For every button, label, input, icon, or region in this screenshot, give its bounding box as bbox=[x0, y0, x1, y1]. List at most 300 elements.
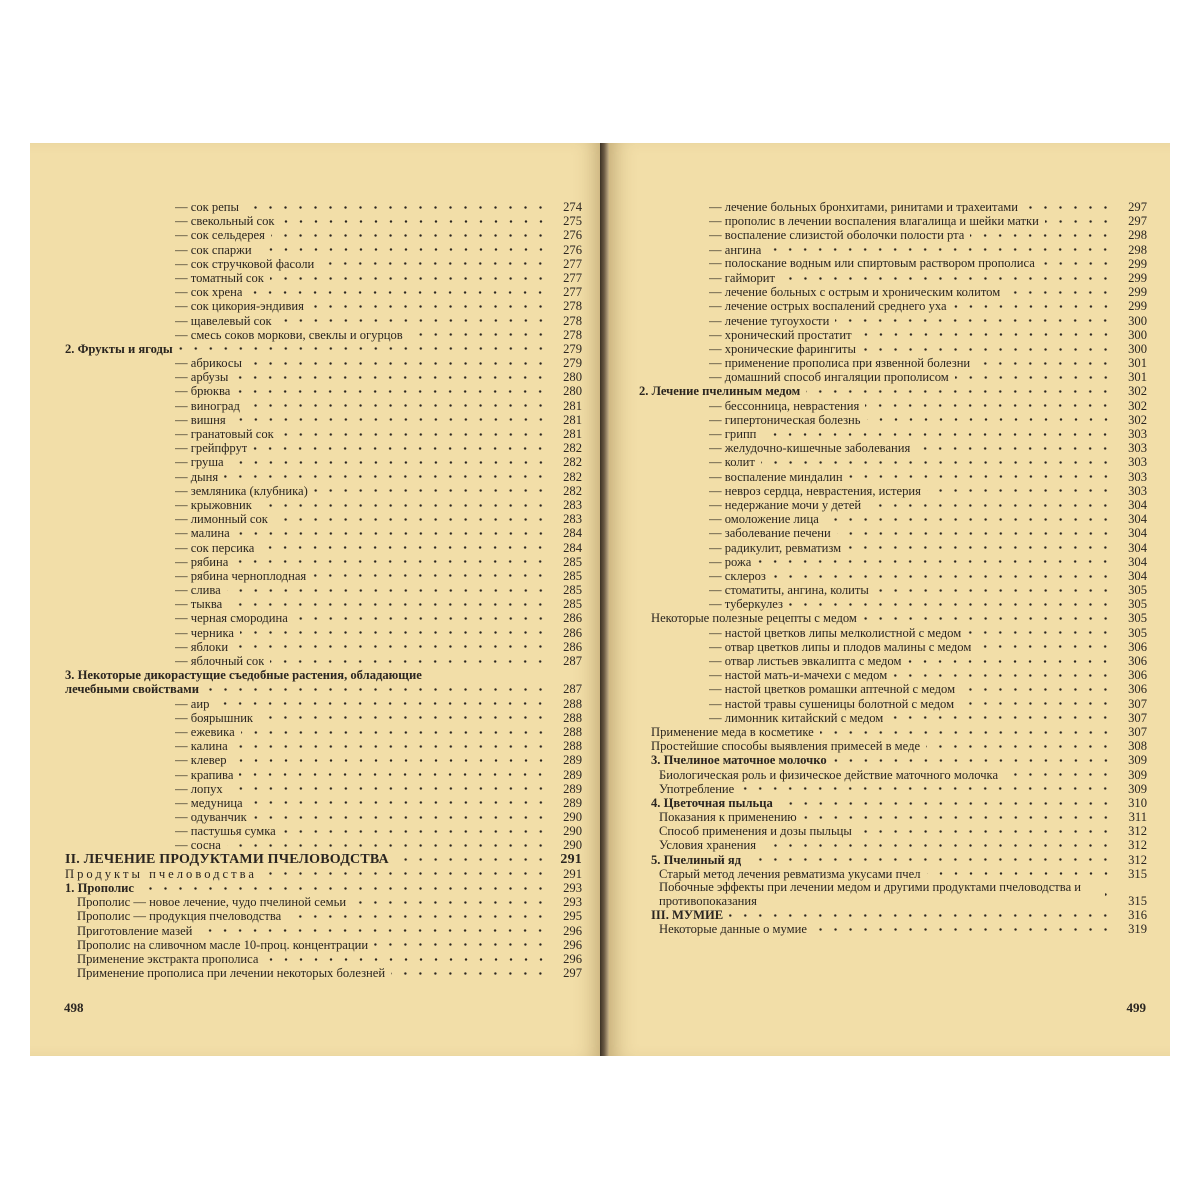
toc-entry bbox=[639, 498, 1147, 512]
toc-leader-dots bbox=[215, 702, 548, 705]
toc-page-number: 301 bbox=[1128, 370, 1147, 385]
left-page-number: 498 bbox=[64, 1000, 84, 1015]
toc-entry-title: — калина bbox=[175, 739, 228, 754]
toc-leader-dots bbox=[140, 887, 548, 890]
toc-entry-title: Прополис — новое лечение, чудо пчелиной семьи bbox=[77, 895, 347, 910]
toc-page-number: 306 bbox=[1128, 654, 1147, 669]
toc-leader-dots bbox=[280, 433, 548, 436]
toc-entry bbox=[65, 285, 582, 299]
toc-page-number: 289 bbox=[563, 795, 582, 810]
toc-entry-title: — слива bbox=[175, 583, 221, 598]
toc-page-number: 309 bbox=[1128, 781, 1147, 796]
toc-leader-dots bbox=[314, 489, 548, 492]
toc-leader-dots bbox=[813, 928, 1113, 931]
toc-entry bbox=[65, 952, 582, 966]
toc-entry-title: Некоторые данные о мумие bbox=[659, 922, 807, 937]
toc-entry bbox=[65, 427, 582, 441]
toc-page-number: 297 bbox=[1128, 214, 1147, 229]
toc-page-number: 283 bbox=[563, 497, 582, 512]
toc-entry-title: — щавелевый сок bbox=[175, 313, 272, 328]
toc-leader-dots bbox=[833, 759, 1113, 762]
toc-page-number: 282 bbox=[563, 483, 582, 498]
toc-page-number: 304 bbox=[1128, 497, 1147, 512]
toc-page-number: 303 bbox=[1128, 469, 1147, 484]
toc-entry bbox=[639, 597, 1147, 611]
toc-entry bbox=[639, 697, 1147, 711]
toc-leader-dots bbox=[205, 688, 548, 691]
toc-entry-title: — лечение больных бронхитами, ринитами и трахеитами bbox=[709, 200, 1019, 214]
toc-entry-title: Некоторые полезные рецепты с медом bbox=[651, 611, 857, 626]
toc-page-number: 295 bbox=[563, 909, 582, 924]
toc-entry bbox=[639, 867, 1147, 881]
toc-leader-dots bbox=[762, 844, 1113, 847]
toc-leader-dots bbox=[961, 688, 1113, 691]
toc-entry bbox=[65, 909, 582, 923]
toc-entry-title: — лечение острых воспалений среднего уха bbox=[709, 299, 947, 314]
toc-entry-title: — медуница bbox=[175, 795, 243, 810]
toc-leader-dots bbox=[863, 617, 1113, 620]
toc-entry-title: 2. Фрукты и ягоды bbox=[65, 341, 173, 356]
toc-page-number: 286 bbox=[563, 611, 582, 626]
toc-entry-title: Простейшие способы выявления примесей в меде bbox=[651, 739, 921, 754]
toc-page-number: 305 bbox=[1128, 597, 1147, 612]
toc-leader-dots bbox=[234, 560, 548, 563]
toc-leader-dots bbox=[862, 348, 1113, 351]
toc-page-number: 284 bbox=[563, 540, 582, 555]
toc-page-number: 304 bbox=[1128, 526, 1147, 541]
toc-page-number: 282 bbox=[563, 441, 582, 456]
toc-entry bbox=[65, 257, 582, 271]
toc-entry bbox=[639, 555, 1147, 569]
toc-page-number: 276 bbox=[563, 228, 582, 243]
toc-entry bbox=[639, 711, 1147, 725]
toc-leader-dots bbox=[240, 631, 548, 634]
toc-entry-title: — лимонный сок bbox=[175, 512, 268, 527]
toc-leader-dots bbox=[789, 603, 1113, 606]
toc-entry-title: — настой цветков ромашки аптечной с медом bbox=[709, 682, 956, 697]
toc-entry bbox=[65, 938, 582, 952]
toc-leader-dots bbox=[395, 858, 548, 861]
toc-entry-title: — стоматиты, ангина, колиты bbox=[709, 583, 869, 598]
toc-entry-title: Продукты пчеловодства bbox=[65, 866, 258, 881]
toc-entry bbox=[65, 782, 582, 796]
toc-leader-dots bbox=[258, 248, 548, 251]
toc-leader-dots bbox=[253, 816, 548, 819]
toc-page-number: 299 bbox=[1128, 270, 1147, 285]
toc-entry-title: — груша bbox=[175, 455, 224, 470]
toc-page-number: 288 bbox=[563, 696, 582, 711]
toc-leader-dots bbox=[352, 901, 548, 904]
toc-entry bbox=[65, 739, 582, 753]
toc-leader-dots bbox=[1105, 893, 1113, 896]
toc-page-number: 306 bbox=[1128, 668, 1147, 683]
toc-leader-dots bbox=[803, 816, 1113, 819]
toc-leader-dots bbox=[239, 773, 548, 776]
toc-entry bbox=[639, 384, 1147, 398]
toc-page-number: 285 bbox=[563, 568, 582, 583]
toc-page-number: 293 bbox=[563, 881, 582, 895]
toc-entry bbox=[639, 342, 1147, 356]
toc-entry bbox=[639, 640, 1147, 654]
toc-leader-dots bbox=[926, 745, 1113, 748]
toc-leader-dots bbox=[236, 532, 548, 535]
toc-entry-title: — невроз сердца, неврастения, истерия bbox=[709, 483, 921, 498]
toc-page-number: 289 bbox=[563, 767, 582, 782]
toc-leader-dots bbox=[227, 589, 548, 592]
toc-page-number: 304 bbox=[1128, 568, 1147, 583]
toc-page-number: 288 bbox=[563, 724, 582, 739]
left-page bbox=[30, 143, 601, 1056]
toc-entry bbox=[65, 838, 582, 852]
toc-entry-title: Прополис на сливочном масле 10-проц. концентрации bbox=[77, 937, 369, 952]
toc-leader-dots bbox=[858, 830, 1113, 833]
toc-leader-dots bbox=[889, 716, 1113, 719]
toc-entry bbox=[639, 427, 1147, 441]
toc-entry bbox=[639, 810, 1147, 824]
toc-page-number: 275 bbox=[563, 214, 582, 229]
toc-leader-dots bbox=[762, 433, 1113, 436]
toc-entry bbox=[65, 555, 582, 569]
toc-entry-title: — желудочно-кишечные заболевания bbox=[709, 441, 911, 456]
toc-leader-dots bbox=[234, 645, 548, 648]
toc-entry-title: — лопух bbox=[175, 781, 223, 796]
right-toc-list bbox=[639, 200, 1147, 937]
toc-entry bbox=[65, 299, 582, 313]
toc-leader-dots bbox=[241, 731, 548, 734]
toc-page-number: 286 bbox=[563, 639, 582, 654]
toc-entry bbox=[639, 611, 1147, 625]
toc-leader-dots bbox=[198, 929, 548, 932]
toc-entry bbox=[65, 640, 582, 654]
toc-leader-dots bbox=[729, 914, 1113, 917]
toc-page-number: 281 bbox=[563, 398, 582, 413]
toc-entry-title: — туберкулез bbox=[709, 597, 784, 612]
toc-entry-title: — настой травы сушеницы болотной с медом bbox=[709, 696, 955, 711]
toc-leader-dots bbox=[976, 362, 1113, 365]
toc-page-number: 297 bbox=[1128, 200, 1147, 214]
toc-entry-title: — пастушья сумка bbox=[175, 824, 276, 839]
toc-entry-title: — сок хрена bbox=[175, 285, 243, 300]
toc-leader-dots bbox=[865, 404, 1113, 407]
toc-entry-title: — настой цветков липы мелколистной с медом bbox=[709, 625, 962, 640]
toc-page-number: 315 bbox=[1128, 894, 1147, 909]
toc-leader-dots bbox=[259, 716, 548, 719]
toc-page-number: 293 bbox=[563, 895, 582, 910]
toc-entry-title: Способ применения и дозы пыльцы bbox=[659, 824, 852, 839]
toc-page-number: 276 bbox=[563, 242, 582, 257]
toc-page-number: 297 bbox=[563, 966, 582, 981]
toc-entry-title: — лимонник китайский с медом bbox=[709, 710, 884, 725]
toc-entry-title: — крапива bbox=[175, 767, 234, 782]
toc-entry bbox=[639, 314, 1147, 328]
toc-leader-dots bbox=[835, 319, 1113, 322]
toc-entry bbox=[639, 782, 1147, 796]
toc-entry-title: Применение экстракта прополиса bbox=[77, 951, 259, 966]
toc-entry bbox=[639, 838, 1147, 852]
toc-entry-title: Старый метод лечения ревматизма укусами пчел bbox=[659, 866, 921, 881]
toc-leader-dots bbox=[825, 518, 1113, 521]
toc-entry-title: — яблочный сок bbox=[175, 654, 265, 668]
toc-leader-dots bbox=[847, 546, 1113, 549]
toc-entry-title: — дыня bbox=[175, 469, 219, 484]
toc-leader-dots bbox=[1006, 291, 1113, 294]
toc-entry-title: 4. Цветочная пыльца bbox=[651, 795, 773, 810]
right-page-number: 499 bbox=[1126, 1000, 1146, 1015]
toc-leader-dots bbox=[960, 702, 1113, 705]
toc-page-number: 312 bbox=[1128, 838, 1147, 853]
toc-entry bbox=[639, 753, 1147, 767]
toc-entry bbox=[65, 611, 582, 625]
toc-entry-title: — хронический простатит bbox=[709, 327, 852, 342]
toc-leader-dots bbox=[1041, 262, 1113, 265]
toc-page-number: 304 bbox=[1128, 512, 1147, 527]
toc-page-number: 280 bbox=[563, 370, 582, 385]
toc-leader-dots bbox=[747, 858, 1113, 861]
toc-entry bbox=[65, 895, 582, 909]
toc-entry bbox=[65, 484, 582, 498]
toc-leader-dots bbox=[907, 660, 1113, 663]
toc-leader-dots bbox=[234, 376, 548, 379]
toc-entry bbox=[639, 824, 1147, 838]
toc-page-number: 307 bbox=[1128, 724, 1147, 739]
toc-leader-dots bbox=[955, 376, 1113, 379]
toc-page-number: 300 bbox=[1128, 327, 1147, 342]
toc-entry bbox=[639, 668, 1147, 682]
toc-entry-title: — отвар цветков липы и плодов малины с медом bbox=[709, 639, 972, 654]
toc-entry-title: — яблоки bbox=[175, 639, 229, 654]
toc-page-number: 287 bbox=[563, 682, 582, 697]
toc-page-number: 302 bbox=[1128, 384, 1147, 399]
toc-page-number: 289 bbox=[563, 753, 582, 768]
toc-page-number: 278 bbox=[563, 313, 582, 328]
toc-page-number: 319 bbox=[1128, 922, 1147, 937]
toc-page-number: 304 bbox=[1128, 540, 1147, 555]
toc-entry-title: Применение прополиса при лечении некоторых болезней bbox=[77, 966, 386, 981]
toc-page-number: 310 bbox=[1128, 795, 1147, 810]
toc-leader-dots bbox=[233, 759, 549, 762]
toc-entry-title: — сок спаржи bbox=[175, 242, 252, 257]
toc-entry bbox=[65, 583, 582, 597]
toc-page-number: 278 bbox=[563, 299, 582, 314]
toc-page-number: 279 bbox=[563, 341, 582, 356]
toc-leader-dots bbox=[310, 305, 548, 308]
toc-leader-dots bbox=[253, 447, 548, 450]
toc-entry-title: Приготовление мазей bbox=[77, 923, 193, 938]
toc-entry bbox=[65, 824, 582, 838]
toc-entry-title: II. ЛЕЧЕНИЕ ПРОДУКТАМИ ПЧЕЛОВОДСТВА bbox=[65, 852, 389, 867]
toc-leader-dots bbox=[229, 787, 548, 790]
toc-page-number: 298 bbox=[1128, 242, 1147, 257]
toc-entry bbox=[65, 682, 582, 696]
toc-entry bbox=[65, 597, 582, 611]
toc-entry bbox=[65, 881, 582, 895]
toc-leader-dots bbox=[409, 333, 548, 336]
toc-entry-title: — сок стручковой фасоли bbox=[175, 256, 315, 271]
toc-page-number: 282 bbox=[563, 455, 582, 470]
toc-leader-dots bbox=[270, 660, 548, 663]
toc-leader-dots bbox=[916, 447, 1113, 450]
toc-entry-title: — сок персика bbox=[175, 540, 255, 555]
toc-entry-title: — черная смородина bbox=[175, 611, 288, 626]
toc-entry bbox=[639, 470, 1147, 484]
toc-page-number: 288 bbox=[563, 739, 582, 754]
toc-page-number: 296 bbox=[563, 951, 582, 966]
toc-entry-title: — воспаление слизистой оболочки полости рта bbox=[709, 228, 965, 243]
toc-entry bbox=[65, 512, 582, 526]
toc-page-number: 284 bbox=[563, 526, 582, 541]
toc-entry-title: — крыжовник bbox=[175, 497, 252, 512]
toc-leader-dots bbox=[779, 802, 1113, 805]
toc-entry-title: — гайморит bbox=[709, 270, 776, 285]
toc-entry-title: — земляника (клубника) bbox=[175, 483, 308, 498]
toc-entry bbox=[65, 966, 582, 980]
toc-entry-title: — радикулит, ревматизм bbox=[709, 540, 842, 555]
toc-entry-title: — свекольный сок bbox=[175, 214, 275, 229]
toc-leader-dots bbox=[1045, 220, 1113, 223]
toc-entry-title: 1. Прополис bbox=[65, 881, 134, 895]
left-toc-list bbox=[65, 200, 582, 980]
toc-entry bbox=[639, 484, 1147, 498]
toc-leader-dots bbox=[970, 234, 1113, 237]
toc-leader-dots bbox=[820, 731, 1113, 734]
toc-leader-dots bbox=[312, 574, 548, 577]
toc-entry bbox=[639, 796, 1147, 810]
toc-page-number: 274 bbox=[563, 200, 582, 214]
toc-page-number: 289 bbox=[563, 781, 582, 796]
toc-leader-dots bbox=[249, 801, 548, 804]
book-spine bbox=[600, 143, 609, 1056]
toc-entry-title: — одуванчик bbox=[175, 810, 247, 825]
toc-entry bbox=[639, 356, 1147, 370]
toc-entry-title: — склероз bbox=[709, 568, 766, 583]
toc-page-number: 307 bbox=[1128, 696, 1147, 711]
toc-leader-dots bbox=[227, 844, 548, 847]
toc-entry-title: Биологическая роль и физическое действие маточного молочка bbox=[659, 767, 999, 782]
toc-leader-dots bbox=[977, 645, 1113, 648]
toc-leader-dots bbox=[320, 262, 548, 265]
toc-entry bbox=[639, 908, 1147, 922]
toc-entry-title: — тыква bbox=[175, 597, 223, 612]
toc-page-number: 283 bbox=[563, 512, 582, 527]
toc-leader-dots bbox=[248, 362, 548, 365]
right-page bbox=[609, 143, 1170, 1056]
toc-entry-title: — абрикосы bbox=[175, 356, 242, 371]
toc-entry-title: Употребление bbox=[659, 781, 735, 796]
toc-leader-dots bbox=[271, 234, 548, 237]
toc-entry bbox=[639, 682, 1147, 696]
toc-entry-title: 3. Некоторые дикорастущие съедобные растения, обладающие bbox=[65, 668, 422, 683]
toc-leader-dots bbox=[274, 518, 548, 521]
toc-entry bbox=[65, 569, 582, 583]
toc-page-number: 285 bbox=[563, 583, 582, 598]
toc-entry-title: — гипертоническая болезнь bbox=[709, 412, 861, 427]
toc-entry-title: — ангина bbox=[709, 242, 762, 257]
toc-leader-dots bbox=[179, 347, 548, 350]
toc-entry-title: — прополис в лечении воспаления влагалища и шейки матки bbox=[709, 214, 1039, 228]
toc-page-number: 301 bbox=[1128, 356, 1147, 371]
toc-page-number: 305 bbox=[1128, 625, 1147, 640]
toc-entry-title: — колит bbox=[709, 455, 755, 470]
toc-entry bbox=[65, 441, 582, 455]
toc-entry-title: — рожа bbox=[709, 554, 752, 569]
toc-entry bbox=[65, 541, 582, 555]
toc-entry bbox=[65, 768, 582, 782]
toc-entry bbox=[65, 200, 582, 214]
toc-entry bbox=[65, 413, 582, 427]
toc-entry bbox=[65, 654, 582, 668]
toc-leader-dots bbox=[263, 872, 548, 875]
toc-entry bbox=[639, 654, 1147, 668]
toc-entry bbox=[65, 455, 582, 469]
toc-leader-dots bbox=[374, 943, 548, 946]
toc-page-number: 299 bbox=[1128, 299, 1147, 314]
toc-leader-dots bbox=[391, 972, 548, 975]
toc-page-number: 306 bbox=[1128, 682, 1147, 697]
toc-entry bbox=[65, 725, 582, 739]
toc-leader-dots bbox=[232, 418, 548, 421]
toc-page-number: 303 bbox=[1128, 427, 1147, 442]
toc-page-number: 286 bbox=[563, 625, 582, 640]
toc-entry bbox=[639, 922, 1147, 936]
toc-page-number: 306 bbox=[1128, 639, 1147, 654]
toc-page-number: 300 bbox=[1128, 341, 1147, 356]
toc-leader-dots bbox=[767, 248, 1113, 251]
toc-page-number: 316 bbox=[1128, 908, 1147, 923]
toc-entry bbox=[639, 725, 1147, 739]
toc-entry-title: — арбузы bbox=[175, 370, 229, 385]
toc-entry bbox=[639, 541, 1147, 555]
toc-page-number: 299 bbox=[1128, 256, 1147, 271]
toc-page-number: 290 bbox=[563, 810, 582, 825]
toc-entry bbox=[65, 668, 582, 682]
toc-leader-dots bbox=[228, 603, 548, 606]
toc-page-number: 307 bbox=[1128, 710, 1147, 725]
toc-page-number: 311 bbox=[1128, 810, 1147, 825]
toc-leader-dots bbox=[806, 390, 1113, 393]
toc-page-number: 277 bbox=[563, 285, 582, 300]
toc-entry bbox=[639, 853, 1147, 867]
toc-entry bbox=[639, 768, 1147, 782]
toc-entry-title: — настой мать-и-мачехи с медом bbox=[709, 668, 888, 683]
toc-entry-title: — недержание мочи у детей bbox=[709, 497, 862, 512]
toc-entry bbox=[639, 739, 1147, 753]
toc-entry-title: — сок цикория-эндивия bbox=[175, 299, 304, 314]
toc-entry-title: — ежевика bbox=[175, 724, 235, 739]
toc-entry bbox=[65, 243, 582, 257]
toc-entry-title: — черника bbox=[175, 625, 234, 640]
toc-leader-dots bbox=[245, 206, 548, 209]
toc-entry bbox=[65, 399, 582, 413]
toc-leader-dots bbox=[927, 872, 1113, 875]
toc-page-number: 277 bbox=[563, 270, 582, 285]
toc-entry bbox=[639, 228, 1147, 242]
toc-entry-title: 5. Пчелиный яд bbox=[651, 852, 742, 867]
toc-entry bbox=[65, 810, 582, 824]
toc-page-number: 280 bbox=[563, 384, 582, 399]
toc-page-number: 291 bbox=[563, 866, 582, 881]
toc-page-number: 279 bbox=[563, 356, 582, 371]
toc-entry bbox=[65, 697, 582, 711]
toc-page-number: 312 bbox=[1128, 852, 1147, 867]
toc-entry bbox=[65, 384, 582, 398]
toc-leader-dots bbox=[867, 504, 1113, 507]
toc-entry-title: — рябина черноплодная bbox=[175, 568, 307, 583]
toc-entry-title: — брюква bbox=[175, 384, 231, 399]
toc-page-number: 290 bbox=[563, 824, 582, 839]
toc-leader-dots bbox=[1004, 773, 1113, 776]
toc-entry-title: Условия хранения bbox=[659, 838, 756, 853]
toc-entry-title: — клевер bbox=[175, 753, 227, 768]
